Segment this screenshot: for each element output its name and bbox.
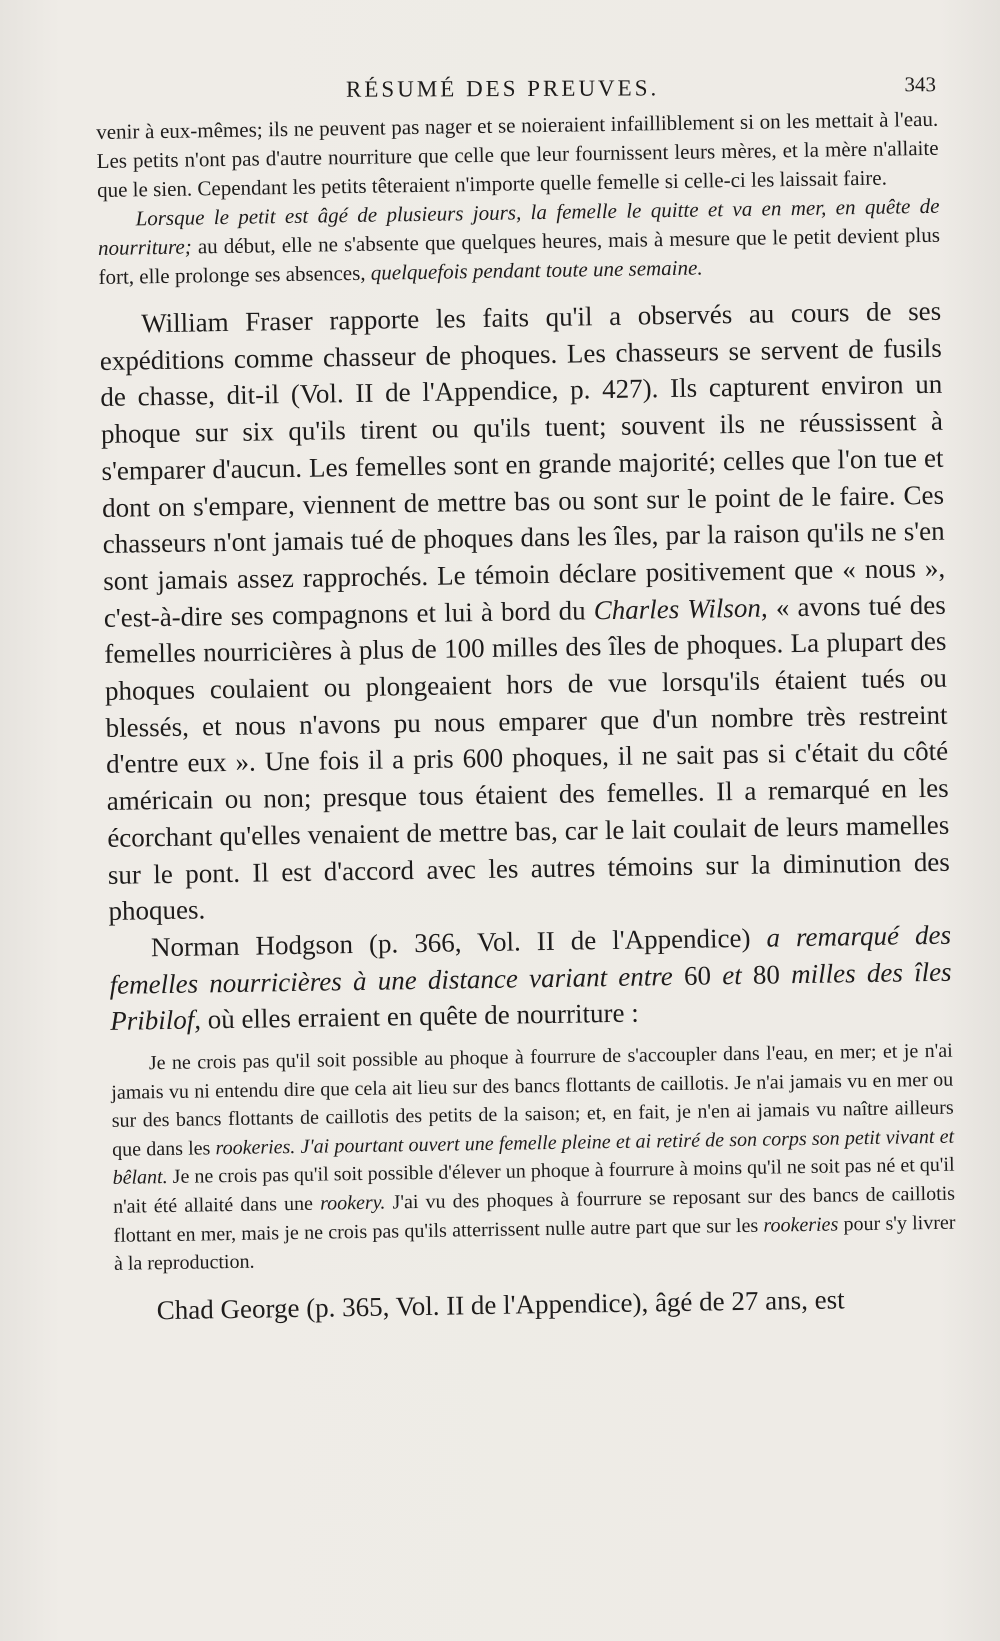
page-header <box>96 70 936 110</box>
page-number: 343 <box>904 72 937 97</box>
block-quote-text-4: pour s'y livrer à la reproduction. <box>113 1211 956 1276</box>
block-quote-italic-1: rookeries. J'ai pourtant ouvert une femelle pleine et ai retiré de son corps son petit vivant et bêlant. <box>112 1125 955 1190</box>
paragraph-fraser-ship-name: Charles Wilson, <box>593 592 768 625</box>
paragraph-2-italic-1: Lorsque le petit est âgé de plusieurs jours, la femelle le quitte et va en mer, en quête de nourriture; <box>97 193 940 260</box>
paragraph-hodgson-italic-2: et <box>721 959 742 990</box>
paragraph-hodgson-text-2: 60 <box>672 959 723 991</box>
paragraph-2-italic-2: quelquefois pendant toute une semaine. <box>370 255 703 285</box>
block-quote-text-2: Je ne crois pas qu'il soit possible d'élever un phoque à fourrure à moins qu'il ne soit pas né et qu'il n'ait été allaité dans une <box>112 1154 955 1218</box>
paragraph-hodgson-text-3: 80 <box>741 958 792 990</box>
paragraph-chad-george <box>114 1279 956 1329</box>
paragraph-2-text-1: au début, elle ne s'absente que quelques heures, mais à mesure que le petit devient plus fort, elle prolonge ses absences, <box>98 222 941 289</box>
paragraph-fraser-text-2: « avons tué des femelles nourricières à plus de 100 milles des îles de phoques. La plupart des phoques coulaient ou plongeaient hors de vue lorsqu'ils étaient tués ou blessés, et nous n'avons pu nous emparer que d'un nombre très restreint d'entre eux ». Une fois il a pris 600 phoques, il ne sait pas si c'était du côté américain ou non; presque tous étaient des femelles. Il a remarqué en les écorchant qu'elles venaient de mettre bas, car le lait coulait de leurs mamelles sur le pont. Il est d'accord avec les autres témoins sur la diminution des phoques. <box>104 589 951 927</box>
paragraph-chad-george-text: Chad George (p. 365, Vol. II de l'Appendice), âgé de 27 ans, est <box>156 1284 845 1326</box>
paragraph-hodgson-text-4: où elles erraient en quête de nourriture : <box>200 997 639 1035</box>
paragraph-hodgson-italic-1: a remarqué des femelles nourricières à une distance variant entre <box>109 919 952 1000</box>
block-quote-italic-3: rookeries <box>763 1213 839 1237</box>
page-body <box>96 105 957 1330</box>
block-quote <box>111 1037 956 1279</box>
paragraph-1-text: venir à eux-mêmes; ils ne peuvent pas nager et se noieraient infailliblement si on les mettait à l'eau. Les petits n'ont pas d'autre nourriture que celle que leur fournissent leurs mères, et la mère n'allaite que le sien. Cependant les petits têteraient n'importe quelle femelle si celle-ci les laissait faire. <box>96 106 939 202</box>
paragraph-hodgson <box>109 917 953 1040</box>
paragraph-1 <box>96 105 939 205</box>
paragraph-hodgson-italic-3: milles des îles Pribilof, <box>109 956 952 1037</box>
running-head: RÉSUMÉ DES PREUVES. <box>345 75 660 102</box>
paragraph-fraser-text-1: William Fraser rapporte les faits qu'il a observés au cours de ses expéditions comme chasseur de phoques. Les chasseurs se servent de fusils de chasse, dit-il (Vol. II de l'Appendice, p. 427). Ils capturent environ un phoque sur six qu'ils tirent ou qu'ils tuent; souvent ils ne réussissent à s'emparer d'aucun. Les femelles sont en grande majorité; celles que l'on tue et dont on s'empare, viennent de mettre bas ou sont sur le point de le faire. Ces chasseurs n'ont jamais tué de phoques dans les îles, par la raison qu'ils ne s'en sont jamais assez rapprochés. Le témoin déclare positivement que « nous », c'est-à-dire ses compagnons et lui à bord du <box>99 295 946 633</box>
paragraph-2 <box>97 192 940 292</box>
paragraph-hodgson-text-1: Norman Hodgson (p. 366, Vol. II de l'Appendice) <box>150 922 767 963</box>
block-quote-italic-2: rookery. <box>319 1191 386 1215</box>
block-quote-text-3: J'ai vu des phoques à fourrure se reposant sur des bancs de caillotis flottant en mer, mais je ne crois pas qu'ils atterrissent nulle autre part que sur les <box>113 1182 956 1247</box>
block-quote-text-1: Je ne crois pas qu'il soit possible au phoque à fourrure de s'accoupler dans l'eau, en mer; et je n'ai jamais vu ni entendu dire que cela ait lieu sur des bancs flottants de caillotis. Je n'ai jamais vu en mer ou sur des bancs flottants de caillotis des petits de la saison; et, en fait, je n'en ai jamais vu naître ailleurs que dans les <box>111 1039 954 1161</box>
paragraph-fraser <box>99 293 951 930</box>
